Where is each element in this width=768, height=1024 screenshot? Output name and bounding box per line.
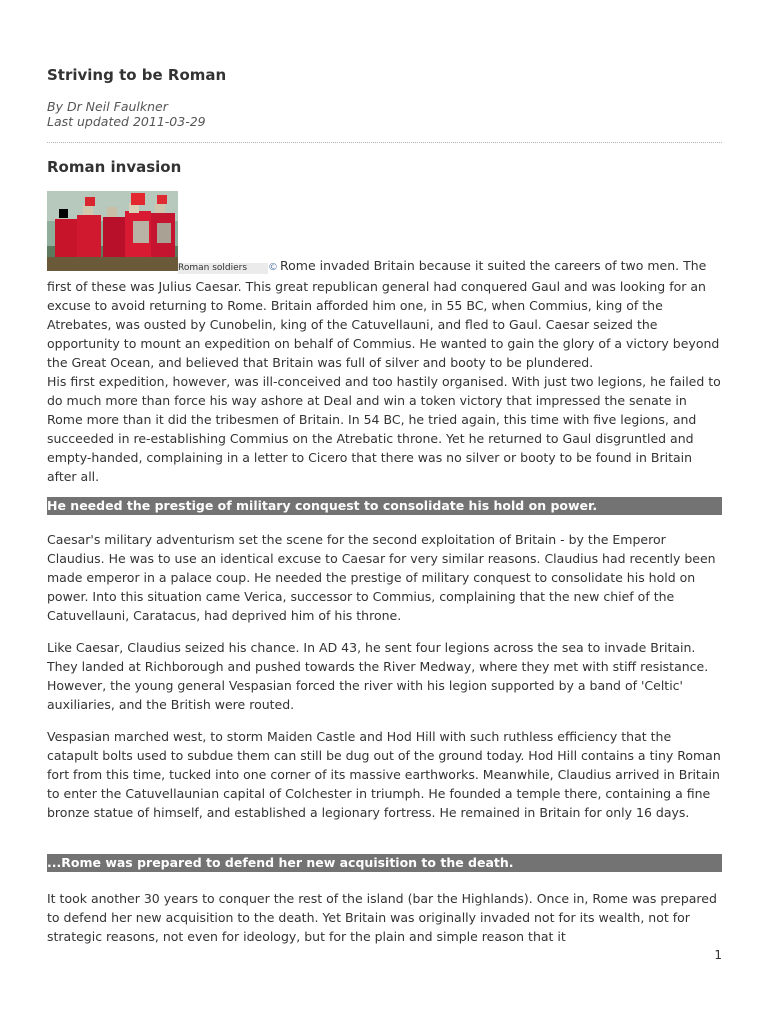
article-body-3: [47, 889, 722, 946]
pull-quote: He needed the prestige of military conquest to consolidate his hold on power.: [47, 497, 722, 515]
paragraph-1-text: Rome invaded Britain because it suited the careers of two men. The first of these was Julius Caesar. This great republican general had conquered Gaul and was looking for an excuse to avoid returning to Rome. Britain afforded him one, in 55 BC, when Commius, king of the Atrebates, was ousted by Cunobelin, king of the Catuvellauni, and fled to Gaul. Caesar seized the opportunity to mount an expedition on behalf of Commius. He wanted to gain the glory of a victory beyond the Great Ocean, and believed that Britain was full of silver and booty to be plundered.: [47, 258, 720, 370]
last-updated: Last updated 2011-03-29: [47, 113, 206, 129]
page-number: 1: [714, 948, 722, 962]
article-body-1: [47, 256, 722, 486]
paragraph: His first expedition, however, was ill-conceived and too hastily organised. With just two legions, he failed to do much more than force his way ashore at Deal and win a token victory that impressed the senate in Rome more than it did the tribesmen of Britain. In 54 BC, he tried again, this time with five legions, and succeeded in re-establishing Commius on the Atrebatic throne. Yet he returned to Gaul disgruntled and empty-handed, complaining in a letter to Cicero that there was no silver or booty to be found in Britain after all.: [47, 374, 721, 484]
byline: [47, 100, 206, 129]
paragraph: It took another 30 years to conquer the rest of the island (bar the Highlands). Once in, Rome was prepared to defend her new acquisition to the death. Yet Britain was originally invaded not for its wealth, not for strategic reasons, not even for ideology, but for the plain and simple reason that it: [47, 891, 717, 944]
image-caption: Roman soldiers: [178, 263, 268, 274]
author: By Dr Neil Faulkner: [47, 99, 168, 114]
article-title: Striving to be Roman: [47, 66, 227, 84]
paragraph: [47, 256, 722, 372]
pull-quote: ...Rome was prepared to defend her new acquisition to the death.: [47, 854, 722, 872]
copyright-icon: ©: [268, 262, 278, 273]
section-heading: Roman invasion: [47, 158, 182, 176]
paragraph: Vespasian marched west, to storm Maiden Castle and Hod Hill with such ruthless efficiency that the catapult bolts used to subdue them can still be dug out of the ground today. Hod Hill contains a tiny Roman fort from this time, tucked into one corner of its massive earthworks. Meanwhile, Claudius arrived in Britain to enter the Catuvellaunian capital of Colchester in triumph. He founded a temple there, containing a fine bronze statue of himself, and established a legionary fortress. He remained in Britain for only 16 days.: [47, 729, 721, 820]
paragraph: Caesar's military adventurism set the scene for the second exploitation of Britain - by the Emperor Claudius. He was to use an identical excuse to Caesar for very similar reasons. Claudius had recently been made emperor in a palace coup. He needed the prestige of military conquest to consolidate his hold on power. Into this situation came Verica, successor to Commius, complaining that the new chief of the Catuvellauni, Caratacus, had deprived him of his throne.: [47, 532, 716, 623]
divider: [47, 142, 722, 143]
paragraph: Like Caesar, Claudius seized his chance. In AD 43, he sent four legions across the sea to invade Britain. They landed at Richborough and pushed towards the River Medway, where they met with stiff resistance. However, the young general Vespasian forced the river with his legion supported by a band of 'Celtic' auxiliaries, and the British were routed.: [47, 640, 709, 712]
article-body-2: [47, 530, 722, 822]
